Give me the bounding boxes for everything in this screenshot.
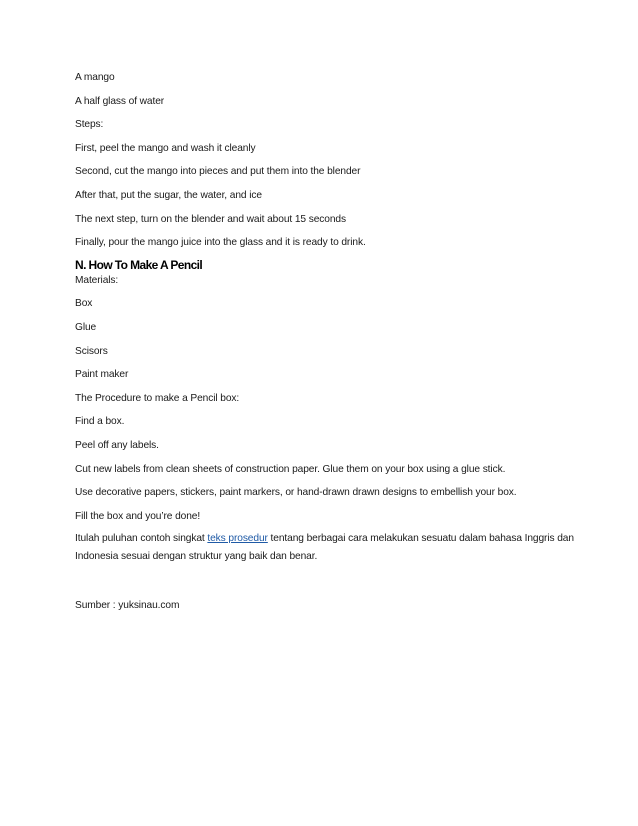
text-line: A half glass of water <box>75 95 165 107</box>
text-line: First, peel the mango and wash it cleanly <box>75 142 256 154</box>
text-line: Finally, pour the mango juice into the glass and it is ready to drink. <box>75 237 366 249</box>
text-line: Peel off any labels. <box>75 439 159 451</box>
text-line: Paint maker <box>75 369 129 381</box>
closing-paragraph <box>75 530 575 566</box>
text-line: After that, put the sugar, the water, and ice <box>75 189 262 201</box>
source-line: Sumber : yuksinau.com <box>75 600 180 612</box>
document-body <box>75 71 575 612</box>
closing-text-after: tentang berbagai cara melakukan sesuatu dalam bahasa Inggris dan Indonesia sesuai dengan struktur yang baik dan benar. <box>75 533 574 563</box>
text-line: Cut new labels from clean sheets of construction paper. Glue them on your box using a glue stick. <box>75 463 506 475</box>
closing-text-before: Itulah puluhan contoh singkat <box>75 533 208 545</box>
text-line: Fill the box and you’re done! <box>75 510 201 522</box>
text-line: The Procedure to make a Pencil box: <box>75 392 240 404</box>
text-line: A mango <box>75 72 115 83</box>
text-line: Use decorative papers, stickers, paint markers, or hand-drawn drawn designs to embellish your box. <box>75 487 517 499</box>
text-line: Second, cut the mango into pieces and put them into the blender <box>75 166 361 178</box>
section-heading: N. How To Make A Pencil <box>75 257 203 272</box>
text-line: The next step, turn on the blender and wait about 15 seconds <box>75 213 346 225</box>
text-line: Materials: <box>75 274 119 286</box>
teks-prosedur-link[interactable]: teks prosedur <box>207 533 268 545</box>
text-line: Box <box>75 298 93 310</box>
text-line: Scisors <box>75 345 108 357</box>
text-line: Find a box. <box>75 416 125 428</box>
text-line: Steps: <box>75 119 104 131</box>
text-line: Glue <box>75 321 97 333</box>
